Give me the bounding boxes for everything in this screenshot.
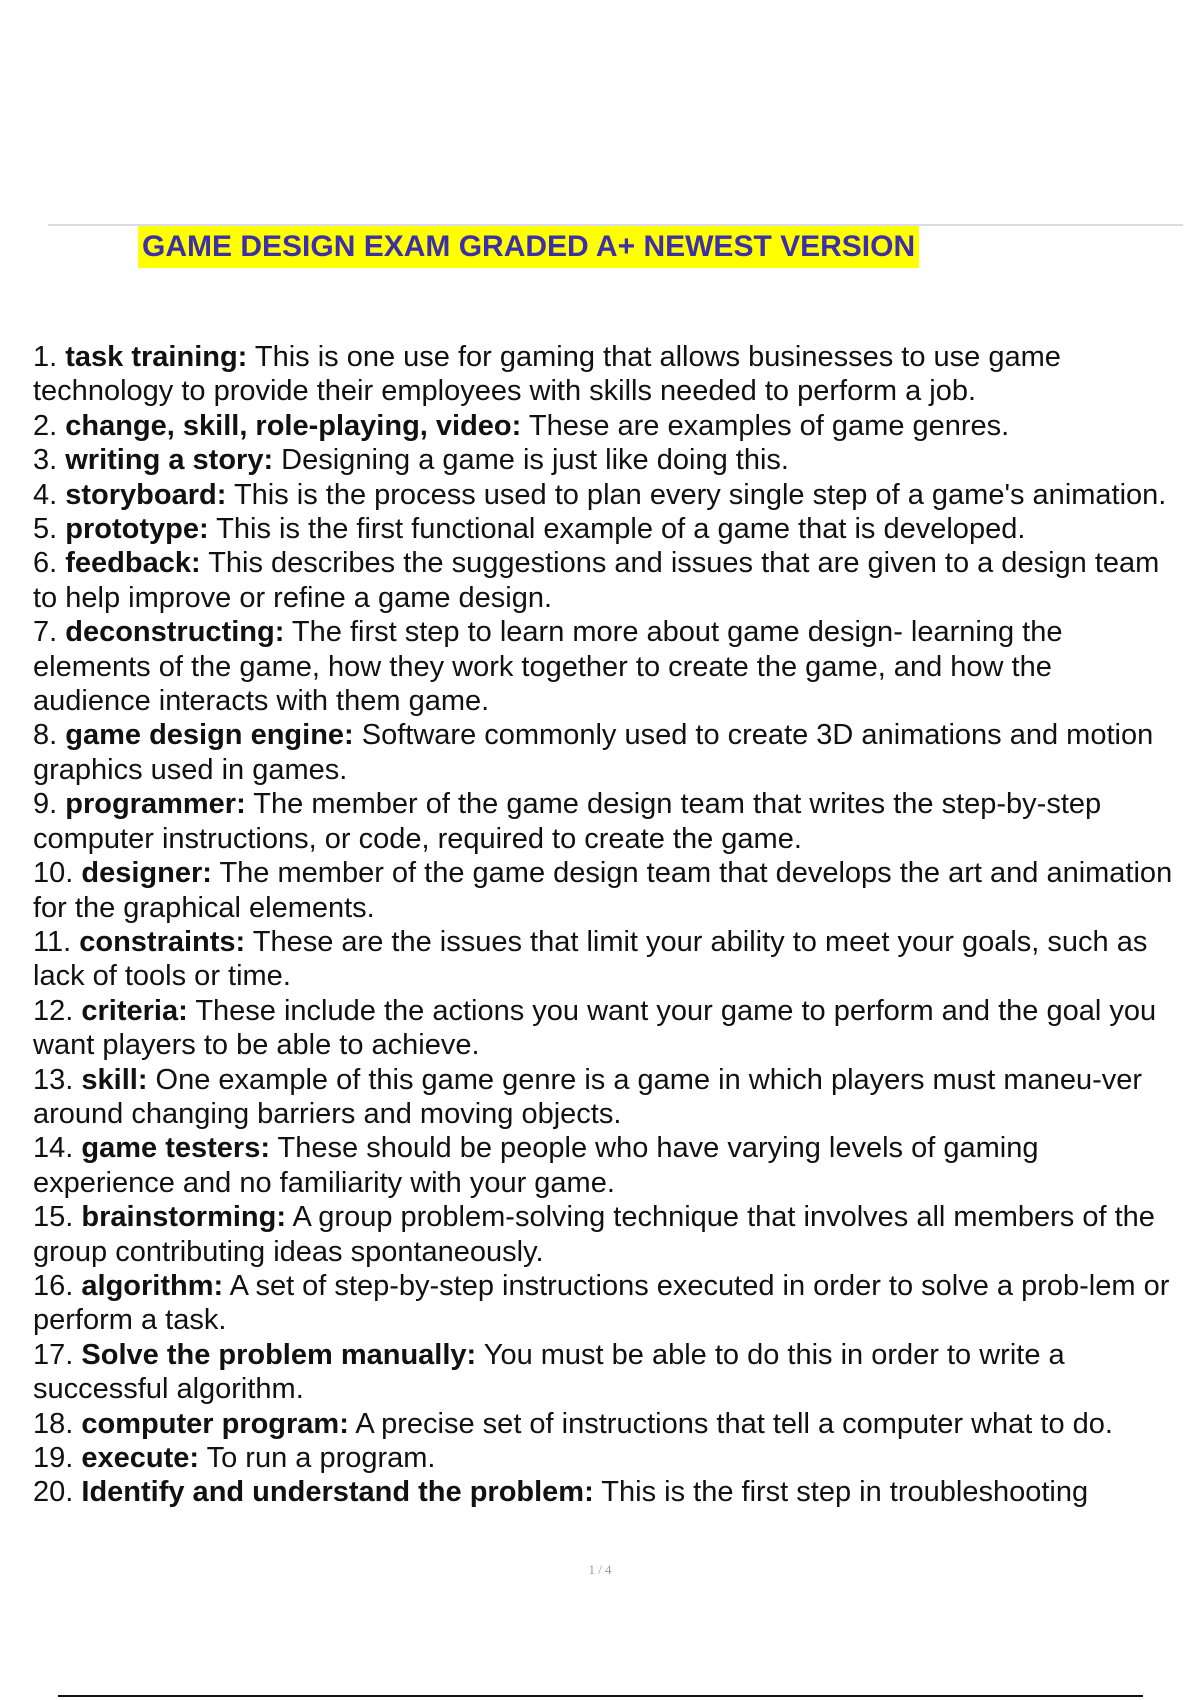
item-number: 4. — [33, 478, 58, 511]
item-definition: These are the issues that limit your ability to meet your goals, such as lack of tools or time. — [33, 925, 1148, 993]
item-definition: These should be people who have varying levels of gaming experience and no familiarity with your game. — [33, 1132, 1039, 1199]
definition-item — [33, 718, 1173, 787]
definition-item — [33, 409, 1173, 443]
item-number: 11. — [33, 925, 72, 958]
definition-item — [33, 443, 1173, 477]
item-number: 16. — [33, 1269, 74, 1302]
item-term: feedback: — [65, 547, 201, 580]
item-definition: This is the process used to plan every single step of a game's animation. — [233, 478, 1167, 511]
item-number: 9. — [33, 788, 58, 821]
definition-list — [33, 340, 1173, 1510]
item-definition: To run a program. — [206, 1442, 436, 1474]
definition-item — [33, 856, 1173, 925]
item-definition: A precise set of instructions that tell a computer what to do. — [355, 1407, 1113, 1440]
item-term: storyboard: — [65, 478, 227, 511]
definition-item — [33, 1407, 1173, 1441]
definition-item — [33, 546, 1173, 615]
item-term: algorithm: — [81, 1269, 224, 1302]
item-definition: This is the first functional example of a game that is developed. — [216, 513, 1026, 546]
item-definition: Designing a game is just like doing this. — [281, 444, 789, 477]
item-definition: This is one use for gaming that allows businesses to use game technology to provide their employees with skills needed to perform a job. — [33, 341, 1061, 408]
item-definition: Software commonly used to create 3D animations and motion graphics used in games. — [33, 719, 1154, 786]
item-term: brainstorming: — [81, 1201, 287, 1234]
definition-item — [33, 1131, 1173, 1200]
definition-item — [33, 1200, 1173, 1269]
footer-divider — [58, 1695, 1143, 1697]
item-term: computer program: — [81, 1407, 349, 1440]
page-indicator: 1 / 4 — [588, 1562, 612, 1577]
item-number: 6. — [33, 547, 58, 580]
item-term: change, skill, role-playing, video: — [65, 409, 522, 442]
definition-item — [33, 1269, 1173, 1338]
item-term: writing a story: — [65, 444, 274, 477]
item-definition: One example of this game genre is a game in which players must maneu-ver around changing barriers and moving objects. — [33, 1063, 1143, 1130]
item-term: game design engine: — [65, 719, 354, 752]
item-definition: These include the actions you want your game to perform and the goal you want players to be able to achieve. — [33, 994, 1157, 1062]
item-term: execute: — [81, 1442, 200, 1474]
item-term: task training: — [65, 341, 248, 373]
item-definition: A group problem-solving technique that involves all members of the group contributing ideas spontaneously. — [33, 1201, 1155, 1268]
item-definition: This is the first step in troubleshooting — [601, 1476, 1089, 1509]
definition-item — [33, 478, 1173, 512]
item-definition: This describes the suggestions and issues that are given to a design team to help improve or refine a game design. — [33, 547, 1160, 614]
document-title: GAME DESIGN EXAM GRADED A+ NEWEST VERSION — [138, 226, 919, 268]
item-number: 5. — [33, 513, 58, 546]
item-number: 7. — [33, 616, 58, 649]
definition-item — [33, 340, 1173, 409]
definition-item — [33, 994, 1173, 1063]
item-number: 18. — [33, 1407, 74, 1440]
item-term: skill: — [81, 1063, 148, 1096]
definition-item — [33, 787, 1173, 856]
item-definition: You must be able to do this in order to write a successful algorithm. — [33, 1338, 1065, 1406]
title-block — [138, 226, 919, 268]
item-term: game testers: — [81, 1132, 270, 1165]
item-number: 17. — [33, 1338, 74, 1371]
item-term: Identify and understand the problem: — [81, 1476, 594, 1509]
item-number: 1. — [33, 341, 58, 373]
item-number: 10. — [33, 857, 74, 890]
definition-item — [33, 615, 1173, 718]
item-term: constraints: — [79, 925, 246, 958]
item-number: 8. — [33, 719, 58, 752]
definition-item — [33, 1441, 1173, 1475]
item-term: prototype: — [65, 513, 209, 546]
item-number: 3. — [33, 444, 58, 477]
item-definition: The first step to learn more about game design- learning the elements of the game, how they work together to create the game, and how the audience interacts with them game. — [33, 616, 1063, 718]
item-term: criteria: — [81, 994, 188, 1027]
item-number: 15. — [33, 1201, 74, 1234]
item-definition: The member of the game design team that writes the step-by-step computer instructions, or code, required to create the game. — [33, 788, 1102, 855]
item-term: programmer: — [65, 788, 246, 821]
item-number: 20. — [33, 1476, 74, 1509]
definition-item — [33, 925, 1173, 994]
item-definition: These are examples of game genres. — [528, 409, 1010, 442]
item-term: deconstructing: — [65, 616, 285, 649]
item-number: 2. — [33, 409, 58, 442]
item-number: 14. — [33, 1132, 74, 1165]
item-number: 19. — [33, 1442, 74, 1474]
item-definition: The member of the game design team that develops the art and animation for the graphical elements. — [33, 857, 1173, 924]
item-number: 12. — [33, 994, 74, 1027]
definition-item — [33, 1063, 1173, 1132]
definition-item — [33, 1338, 1173, 1407]
item-term: Solve the problem manually: — [81, 1338, 477, 1371]
item-term: designer: — [81, 857, 212, 890]
definition-item — [33, 512, 1173, 546]
item-number: 13. — [33, 1063, 74, 1096]
item-definition: A set of step-by-step instructions executed in order to solve a prob-lem or perform a task. — [33, 1269, 1170, 1337]
definition-item — [33, 1475, 1173, 1509]
